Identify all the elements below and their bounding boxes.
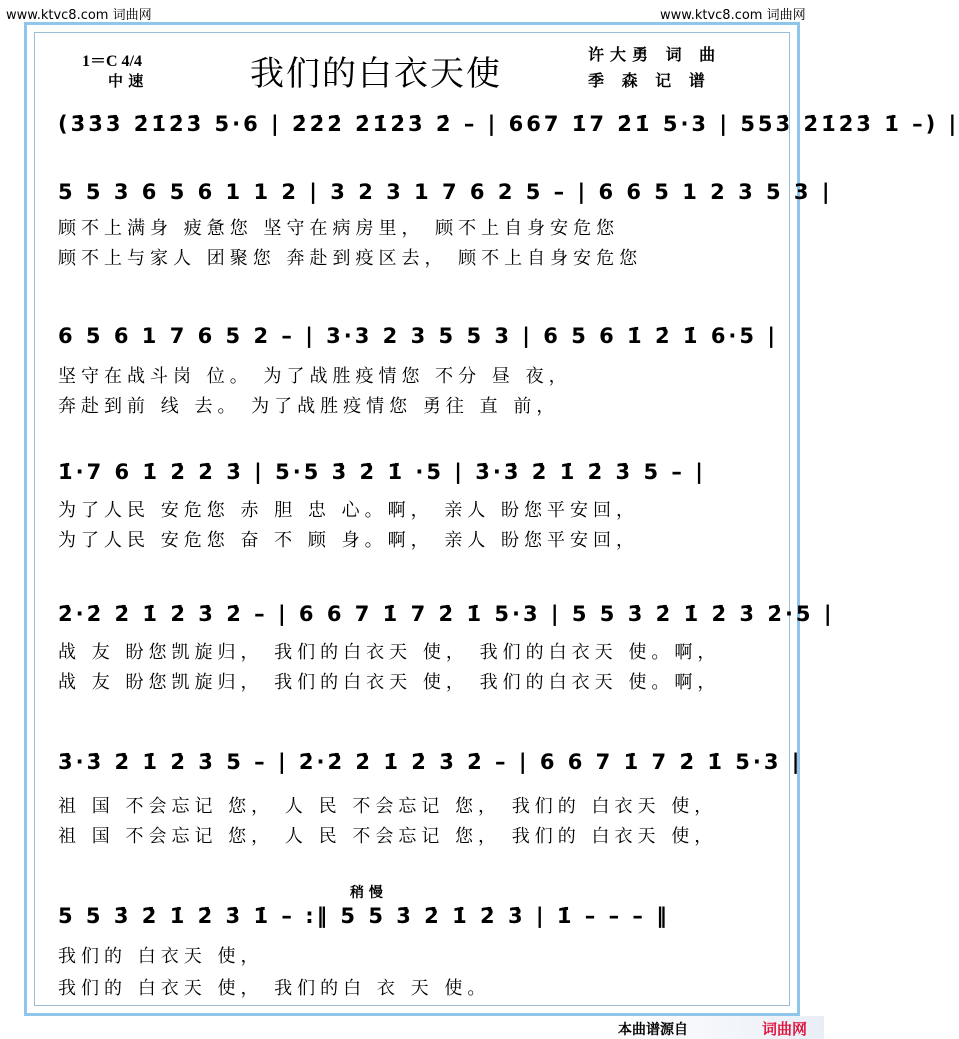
system-6-lyrics-verse-1: 我们的 白衣天 使， (58, 946, 264, 967)
system-5-notation: 3̇·3̇ 2̇ 1̇ 2̇ 3̇ 5 – | 2̇·2̇ 2̇ 1̇ 2̇ 3̇ 2̇ – | 6 6 7 1̇ 7 2̇ 1̇ 5·3 | (58, 750, 803, 774)
tempo-change-marking: 稍 慢 (350, 885, 383, 901)
system-6-notation: 5 5 3̇ 2̇ 1̇ 2̇ 3̇ 1̇ – :‖ 5 5 3̇ 2̇ 1̇ 2̇ 3̇ | 1̇ – – – ‖ (58, 904, 670, 928)
system-4-lyrics-verse-1: 战 友 盼您凯旋归， 我们的白衣天 使， 我们的白衣天 使。啊， (58, 642, 721, 663)
system-3-lyrics-verse-1: 为了人民 安危您 赤 胆 忠 心。啊， 亲人 盼您平安回， (58, 500, 640, 521)
system-6-lyrics-verse-2: 我们的 白衣天 使， 我们的白 衣 天 使。 (58, 978, 491, 999)
system-4-lyrics-verse-2: 战 友 盼您凯旋归， 我们的白衣天 使， 我们的白衣天 使。啊， (58, 672, 721, 693)
footer-site-logo[interactable]: 词曲网 (762, 1020, 808, 1038)
system-1-notation: 5 5 3 6 5 6 1 1 2 | 3 2 3 1 7 6 2 5 – | 6 6 5 1 2 3 5 3 | (58, 180, 833, 204)
footer-source-label: 本曲谱源自 (618, 1022, 688, 1038)
site-watermark-left: www.ktvc8.com 词曲网 (6, 8, 152, 23)
system-3-notation: 1̇·7 6 1̇ 2̇ 2̇ 3̇ | 5·5 3̇ 2̇ 1̇ ·5 | 3̇·3̇ 2̇ 1̇ 2̇ 3̇ 5 – | (58, 460, 706, 484)
system-2-notation: 6 5 6 1 7 6 5 2 – | 3·3 2 3 5 5 3 | 6 5 6 1̇ 2̇ 1̇ 6·5 | (58, 324, 779, 348)
system-1-lyrics-verse-2: 顾不上与家人 团聚您 奔赴到疫区去， 顾不上自身安危您 (58, 248, 643, 269)
system-3-lyrics-verse-2: 为了人民 安危您 奋 不 顾 身。啊， 亲人 盼您平安回， (58, 530, 640, 551)
system-5-lyrics-verse-2: 祖 国 不会忘记 您， 人 民 不会忘记 您， 我们的 白衣天 使， (58, 826, 718, 847)
tempo-marking: 中 速 (108, 72, 144, 90)
site-watermark-right: www.ktvc8.com 词曲网 (660, 8, 806, 23)
system-4-notation: 2̇·2̇ 2̇ 1̇ 2̇ 3̇ 2̇ – | 6 6 7 1̇ 7 2̇ 1̇ 5·3 | 5 5 3̇ 2̇ 1̇ 2̇ 3̇ 2̇·5 | (58, 602, 835, 626)
system-1-lyrics-verse-1: 顾不上满身 疲惫您 坚守在病房里， 顾不上自身安危您 (58, 218, 620, 239)
song-title: 我们的白衣天使 (250, 54, 502, 94)
intro-notation: (3̇3̇3̇ 2̇1̇2̇3̇ 5·6 | 2̇2̇2̇ 2̇1̇2̇3̇ 2̇ – | 667 1̇7 2̇1̇ 5·3 | 553̇ 2̇1̇2̇3̇ 1̇ –) | (58, 112, 959, 136)
key-signature: 1＝C 4/4 (82, 53, 143, 70)
system-2-lyrics-verse-1: 坚守在战斗岗 位。 为了战胜疫情您 不分 昼 夜， (58, 366, 572, 387)
system-2-lyrics-verse-2: 奔赴到前 线 去。 为了战胜疫情您 勇往 直 前， (58, 396, 560, 417)
credit-transcriber: 季 森 记 谱 (588, 71, 711, 90)
system-5-lyrics-verse-1: 祖 国 不会忘记 您， 人 民 不会忘记 您， 我们的 白衣天 使， (58, 796, 718, 817)
credit-composer: 许大勇 词 曲 (588, 45, 722, 64)
